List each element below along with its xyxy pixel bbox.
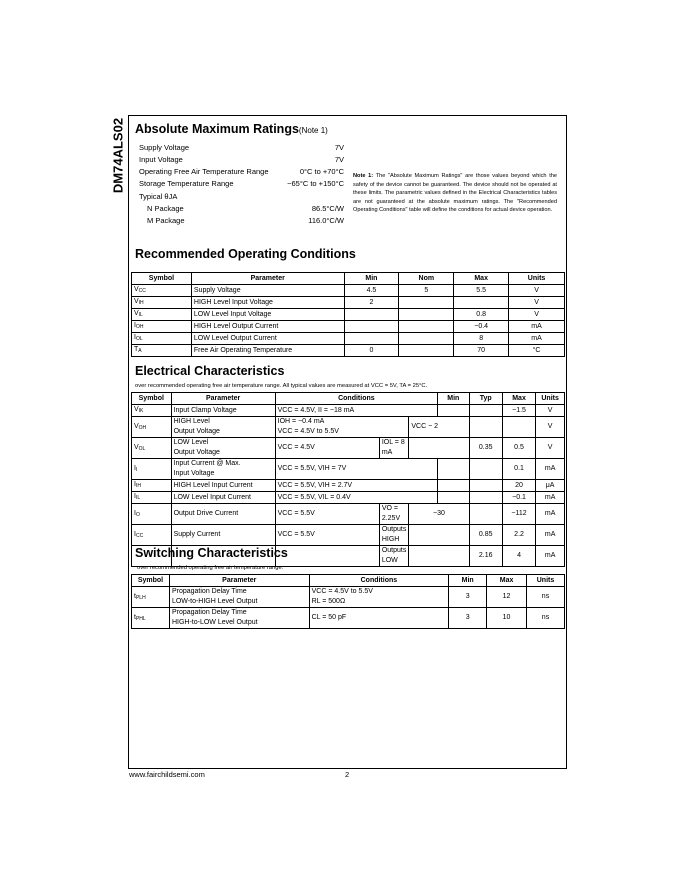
symbol-letter: V: [134, 286, 139, 293]
ec-min: [438, 459, 469, 480]
device-name: DM74ALS02: [110, 117, 126, 194]
amr-label: M Package: [147, 216, 185, 225]
ec-conditions-line2: VCC = 4.5V to 5.5V: [277, 428, 339, 435]
symbol-subscript: CC: [135, 532, 144, 539]
ec-conditions: VCC = 5.5V, VIH = 7V: [275, 459, 437, 480]
roc-header-cell: Symbol: [132, 273, 192, 285]
sc-header-cell: Conditions: [309, 575, 449, 587]
amr-list: [139, 143, 344, 233]
sc-header-row: [132, 575, 565, 587]
symbol-subscript: IL: [138, 312, 143, 318]
ec-row: [132, 405, 565, 417]
roc-max: 5.5: [454, 285, 509, 297]
sc-header-cell: Parameter: [169, 575, 309, 587]
symbol-cell: [132, 297, 192, 309]
sc-conditions-line1: CL = 50 pF: [311, 614, 347, 621]
amr-row: [139, 155, 183, 164]
ec-parameter-line2: Output Voltage: [173, 449, 220, 456]
symbol-letter: V: [134, 310, 139, 317]
ec-subtitle: over recommended operating free air temperature range. All typical values are measured at VCC = 5V, TA = 25°C.: [135, 383, 428, 389]
footer-page-number: 2: [345, 770, 350, 779]
symbol-letter: I: [134, 530, 136, 538]
ec-parameter: [171, 438, 275, 459]
ec-min: [409, 546, 469, 567]
ec-units: V: [536, 405, 565, 417]
roc-max: 8: [454, 333, 509, 345]
ec-conditions: VCC = 5.5V, VIH = 2.7V: [275, 480, 437, 492]
symbol-letter: I: [134, 481, 136, 488]
roc-nom: [399, 333, 454, 345]
symbol-cell: [132, 525, 172, 546]
sc-parameter: [169, 587, 309, 608]
ec-parameter: [171, 417, 275, 438]
ec-header-cell: Units: [536, 393, 565, 405]
ec-typ: [469, 492, 502, 504]
symbol-cell: [132, 587, 170, 608]
ec-header-cell: Conditions: [275, 393, 437, 405]
roc-max: 70: [454, 345, 509, 357]
ec-parameter-line1: Input Current @ Max.: [173, 460, 241, 467]
ec-table: [131, 392, 565, 567]
symbol-subscript: OH: [135, 324, 144, 330]
ec-min: [438, 405, 469, 417]
roc-row: [132, 297, 565, 309]
amr-label: Typical θJA: [139, 192, 178, 201]
roc-table: [131, 272, 565, 357]
symbol-subscript: O: [135, 511, 140, 518]
amr-label: Operating Free Air Temperature Range: [139, 167, 269, 176]
symbol-subscript: OL: [135, 336, 143, 342]
symbol-cell: [132, 608, 170, 629]
roc-row: [132, 321, 565, 333]
sc-header-cell: Symbol: [132, 575, 170, 587]
symbol-cell: [132, 417, 172, 438]
symbol-subscript: OL: [138, 445, 146, 452]
symbol-letter: I: [134, 322, 136, 329]
sc-parameter-line1: Propagation Delay Time: [171, 609, 247, 616]
ec-row: [132, 438, 565, 459]
ec-parameter: HIGH Level Input Current: [171, 480, 275, 492]
sc-parameter-line2: LOW-to-HIGH Level Output: [171, 598, 258, 605]
ec-min: [438, 492, 469, 504]
sc-min: 3: [449, 608, 487, 629]
ec-parameter-line2: Input Voltage: [173, 470, 215, 477]
ec-header-cell: Parameter: [171, 393, 275, 405]
ec-conditions: VCC = 5.5V: [275, 525, 379, 546]
roc-row: [132, 285, 565, 297]
ec-units: mA: [536, 546, 565, 567]
roc-units: mA: [509, 321, 565, 333]
sc-row: [132, 608, 565, 629]
amr-label: Input Voltage: [139, 155, 183, 164]
ec-conditions: VCC = 4.5V: [275, 438, 379, 459]
ec-typ: 2.16: [469, 546, 502, 567]
roc-parameter: HIGH Level Output Current: [191, 321, 344, 333]
amr-row: [139, 167, 269, 176]
symbol-subscript: IL: [135, 495, 141, 501]
roc-max: 0.8: [454, 309, 509, 321]
symbol-letter: I: [134, 464, 136, 472]
datasheet-frame: [128, 115, 567, 769]
roc-header-row: [132, 273, 565, 285]
sc-max: 10: [487, 608, 527, 629]
ec-parameter-line1: HIGH Level: [173, 418, 210, 425]
ec-row: [132, 480, 565, 492]
symbol-letter: I: [134, 509, 136, 517]
roc-row: [132, 309, 565, 321]
ec-units: mA: [536, 492, 565, 504]
sc-conditions: [309, 608, 449, 629]
symbol-letter: T: [134, 346, 139, 353]
symbol-letter: t: [134, 613, 136, 621]
symbol-letter: V: [134, 406, 139, 413]
footer-website: www.fairchildsemi.com: [129, 770, 205, 779]
ec-max: 2.2: [502, 525, 535, 546]
ec-max: 4: [502, 546, 535, 567]
roc-min: 4.5: [344, 285, 399, 297]
sc-subtitle: over recommended operating free air temperature range.: [137, 565, 284, 571]
symbol-subscript: CC: [138, 288, 146, 294]
roc-min: [344, 309, 399, 321]
ec-typ: 0.35: [469, 438, 502, 459]
ec-conditions-b: Outputs HIGH: [379, 525, 409, 546]
symbol-cell: [132, 333, 192, 345]
amr-row: [147, 216, 185, 225]
ec-conditions-line1: IOH = −0.4 mA: [277, 418, 325, 425]
amr-label: Storage Temperature Range: [139, 179, 234, 188]
ec-row: [132, 459, 565, 480]
symbol-cell: [132, 345, 192, 357]
amr-label: N Package: [147, 204, 184, 213]
sc-header-cell: Units: [527, 575, 565, 587]
ec-min: [409, 525, 469, 546]
amr-row: [147, 204, 184, 213]
roc-header-cell: Max: [454, 273, 509, 285]
amr-label: Supply Voltage: [139, 143, 190, 152]
symbol-letter: V: [134, 298, 139, 305]
ec-conditions: VCC = 5.5V, VIL = 0.4V: [275, 492, 437, 504]
ec-parameter: Output Drive Current: [171, 504, 275, 525]
ec-typ: [469, 480, 502, 492]
symbol-letter: V: [134, 422, 139, 430]
ec-row: [132, 504, 565, 525]
sc-max: 12: [487, 587, 527, 608]
amr-row: [139, 192, 177, 201]
symbol-letter: t: [134, 592, 136, 600]
roc-header-cell: Parameter: [191, 273, 344, 285]
symbol-cell: [132, 405, 172, 417]
ec-parameter-line2: Output Voltage: [173, 428, 220, 435]
amr-value: −65°C to +150°C: [287, 179, 344, 188]
ec-max: [502, 417, 535, 438]
sc-units: ns: [527, 608, 565, 629]
sc-parameter-line2: HIGH-to-LOW Level Output: [171, 619, 258, 626]
ec-title: Electrical Characteristics: [135, 364, 285, 378]
symbol-letter: I: [134, 493, 136, 500]
roc-title: Recommended Operating Conditions: [135, 247, 356, 261]
sc-header-cell: Max: [487, 575, 527, 587]
ec-typ: [469, 504, 502, 525]
ec-row: [132, 525, 565, 546]
amr-value: 7V: [334, 155, 344, 164]
device-side-title: [108, 118, 128, 198]
symbol-subscript: A: [138, 348, 142, 354]
roc-nom: 5: [399, 285, 454, 297]
sc-header-cell: Min: [449, 575, 487, 587]
roc-nom: [399, 345, 454, 357]
amr-value: 0°C to +70°C: [299, 167, 344, 176]
sc-parameter-line1: Propagation Delay Time: [171, 588, 247, 595]
ec-max: −112: [502, 504, 535, 525]
ec-min: −30: [409, 504, 469, 525]
symbol-letter: I: [134, 334, 136, 341]
roc-row: [132, 345, 565, 357]
ec-min: [409, 438, 469, 459]
ec-conditions-b: VO = 2.25V: [379, 504, 409, 525]
symbol-cell: [132, 285, 192, 297]
amr-value: 116.0°C/W: [308, 216, 344, 225]
roc-parameter: Free Air Operating Temperature: [191, 345, 344, 357]
ec-parameter-line1: LOW Level: [173, 439, 209, 446]
amr-note-label: Note 1:: [353, 173, 374, 179]
roc-max: [454, 297, 509, 309]
roc-header-cell: Units: [509, 273, 565, 285]
ec-max: −1.5: [502, 405, 535, 417]
ec-units: μA: [536, 480, 565, 492]
ec-parameter: Input Clamp Voltage: [171, 405, 275, 417]
ec-conditions-b: IOL = 8 mA: [379, 438, 409, 459]
ec-parameter: Supply Current: [171, 525, 275, 546]
ec-header-cell: Typ: [469, 393, 502, 405]
ec-max: 0.1: [502, 459, 535, 480]
sc-parameter: [169, 608, 309, 629]
roc-min: 2: [344, 297, 399, 309]
sc-conditions: [309, 587, 449, 608]
roc-header-cell: Min: [344, 273, 399, 285]
amr-note-ref: (Note 1): [298, 126, 328, 135]
sc-conditions-line2: RL = 500Ω: [311, 598, 346, 605]
ec-units: mA: [536, 504, 565, 525]
ec-parameter: [171, 459, 275, 480]
roc-units: V: [509, 297, 565, 309]
symbol-cell: [132, 309, 192, 321]
symbol-subscript: PLH: [135, 594, 146, 601]
roc-parameter: HIGH Level Input Voltage: [191, 297, 344, 309]
ec-max: −0.1: [502, 492, 535, 504]
ec-parameter: LOW Level Input Current: [171, 492, 275, 504]
symbol-letter: V: [134, 443, 139, 451]
symbol-subscript: IK: [138, 408, 144, 414]
ec-header-cell: Min: [438, 393, 469, 405]
ec-max: 0.5: [502, 438, 535, 459]
roc-min: [344, 333, 399, 345]
roc-nom: [399, 297, 454, 309]
amr-value: 7V: [334, 143, 344, 152]
sc-conditions-line1: VCC = 4.5V to 5.5V: [311, 588, 373, 595]
symbol-subscript: PHL: [135, 615, 146, 622]
roc-row: [132, 333, 565, 345]
sc-units: ns: [527, 587, 565, 608]
ec-units: mA: [536, 459, 565, 480]
ec-typ: [469, 459, 502, 480]
roc-units: °C: [509, 345, 565, 357]
symbol-subscript: IH: [138, 300, 144, 306]
symbol-subscript: OH: [138, 424, 147, 431]
roc-parameter: Supply Voltage: [191, 285, 344, 297]
roc-parameter: LOW Level Input Voltage: [191, 309, 344, 321]
ec-conditions-b: Outputs LOW: [379, 546, 409, 567]
ec-typ: [469, 417, 502, 438]
ec-min: VCC − 2: [409, 417, 469, 438]
roc-units: V: [509, 309, 565, 321]
ec-units: V: [536, 417, 565, 438]
amr-value: 86.5°C/W: [311, 204, 344, 213]
ec-units: mA: [536, 525, 565, 546]
ec-conditions: VCC = 5.5V: [275, 504, 379, 525]
symbol-subscript: IH: [135, 483, 141, 489]
ec-typ: [469, 405, 502, 417]
symbol-cell: [132, 438, 172, 459]
amr-row: [139, 143, 189, 152]
roc-min: 0: [344, 345, 399, 357]
amr-note-text: The "Absolute Maximum Ratings" are those values beyond which the safety of the device cannot be guaranteed. The device should not be operated at these limits. The parametric values defined in the Electrical Characteristics tables are not guaranteed at the absolute maximum ratings. The "Recommended Operating Conditions" table will define the conditions for actual device operation.: [353, 173, 557, 214]
symbol-cell: [132, 504, 172, 525]
symbol-cell: [132, 459, 172, 480]
ec-units: V: [536, 438, 565, 459]
roc-nom: [399, 321, 454, 333]
ec-typ: 0.85: [469, 525, 502, 546]
roc-parameter: LOW Level Output Current: [191, 333, 344, 345]
ec-header-row: [132, 393, 565, 405]
ec-header-cell: Max: [502, 393, 535, 405]
ec-conditions: [275, 546, 379, 567]
amr-title-text: Absolute Maximum Ratings: [135, 122, 299, 136]
symbol-cell: [132, 321, 192, 333]
ec-conditions: [275, 417, 409, 438]
symbol-cell: [132, 492, 172, 504]
ec-row: [132, 417, 565, 438]
sc-table: [131, 574, 565, 629]
sc-row: [132, 587, 565, 608]
roc-units: V: [509, 285, 565, 297]
sc-min: 3: [449, 587, 487, 608]
symbol-cell: [132, 480, 172, 492]
amr-row: [139, 179, 234, 188]
roc-max: −0.4: [454, 321, 509, 333]
roc-header-cell: Nom: [399, 273, 454, 285]
roc-nom: [399, 309, 454, 321]
roc-units: mA: [509, 333, 565, 345]
ec-max: 20: [502, 480, 535, 492]
ec-header-cell: Symbol: [132, 393, 172, 405]
ec-min: [438, 480, 469, 492]
roc-min: [344, 321, 399, 333]
ec-conditions: VCC = 4.5V, II = −18 mA: [275, 405, 437, 417]
sc-title: Switching Characteristics: [135, 546, 288, 560]
amr-note: [353, 172, 557, 215]
symbol-subscript: I: [135, 466, 138, 473]
amr-title: [135, 122, 328, 136]
ec-row: [132, 492, 565, 504]
